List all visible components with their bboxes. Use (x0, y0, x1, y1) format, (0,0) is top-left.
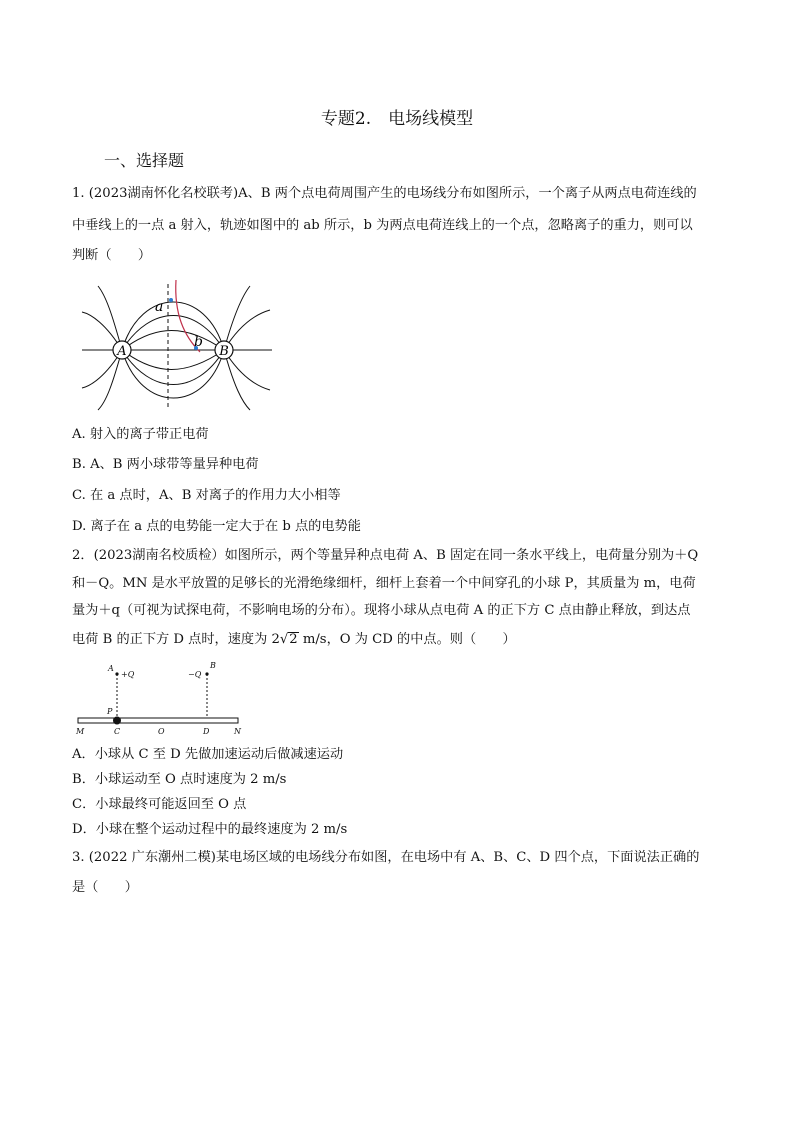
q2-rod-figure (74, 660, 246, 738)
section-heading: 一、选择题 (104, 151, 185, 170)
sqrt-radicand: 2 (289, 632, 298, 647)
label-charge-b: B (210, 661, 216, 670)
q2-stem-line-2: 和－Q。MN 是水平放置的足够长的光滑绝缘细杆，细杆上套着一个中间穿孔的小球 P，其质量为 m，电荷 (72, 576, 696, 591)
label-p: P (107, 707, 113, 716)
charge-a-label: A (117, 344, 127, 359)
q2-stem-line-4 (72, 632, 516, 648)
label-minus-q: −Q (188, 670, 202, 679)
q1-option-d: D. 离子在 a 点的电势能一定大于在 b 点的电势能 (72, 519, 361, 534)
label-d: D (203, 727, 210, 736)
label-plus-q: +Q (121, 670, 135, 679)
point-b-label: b (194, 334, 203, 350)
label-o: O (158, 727, 165, 736)
q2-line4-end: m/s，O 为 CD 的中点。则（ ） (298, 632, 516, 647)
q1-option-c: C. 在 a 点时，A、B 对离子的作用力大小相等 (72, 488, 341, 503)
label-n: N (234, 727, 241, 736)
sqrt-sign: √ (279, 632, 289, 647)
q1-field-line-figure (76, 284, 276, 412)
label-m: M (76, 727, 85, 736)
q1-option-a: A. 射入的离子带正电荷 (72, 427, 209, 442)
q1-option-b: B. A、B 两小球带等量异种电荷 (72, 457, 259, 472)
q2-option-a: A．小球从 C 至 D 先做加速运动后做减速运动 (72, 747, 344, 762)
q2-option-c: C．小球最终可能返回至 O 点 (72, 797, 247, 812)
q2-option-b: B．小球运动至 O 点时速度为 2 m/s (72, 772, 287, 787)
q3-stem-line-1: 3. (2022 广东潮州二模)某电场区域的电场线分布如图，在电场中有 A、B、C、D 四个点，下面说法正确的 (72, 850, 700, 865)
label-c: C (114, 727, 121, 736)
q2-option-d: D．小球在整个运动过程中的最终速度为 2 m/s (72, 822, 348, 837)
q1-stem-line-1: 1. (2023湖南怀化名校联考)A、B 两个点电荷周围产生的电场线分布如图所示，一个离子从两点电荷连线的 (72, 186, 697, 201)
charge-b-label: B (219, 344, 229, 359)
label-charge-a: A (108, 664, 114, 673)
q1-stem-line-3: 判断（ ） (72, 248, 152, 263)
q2-stem-line-1: 2．(2023湖南名校质检）如图所示，两个等量异种点电荷 A、B 固定在同一条水平线上，电荷量分别为＋Q (72, 548, 699, 563)
q2-line4-start: 电荷 B 的正下方 D 点时，速度为 2 (72, 632, 280, 647)
page-title: 专题2. 电场线模型 (320, 109, 474, 129)
q2-stem-line-3: 量为＋q（可视为试探电荷，不影响电场的分布）。现将小球从点电荷 A 的正下方 C 点由静止释放，到达点 (72, 603, 691, 618)
q3-stem-line-2: 是（ ） (72, 880, 138, 895)
point-a-label: a (155, 299, 164, 315)
q1-stem-line-2: 中垂线上的一点 a 射入，轨迹如图中的 ab 所示，b 为两点电荷连线上的一个点，忽略离子的重力，则可以 (72, 218, 693, 233)
